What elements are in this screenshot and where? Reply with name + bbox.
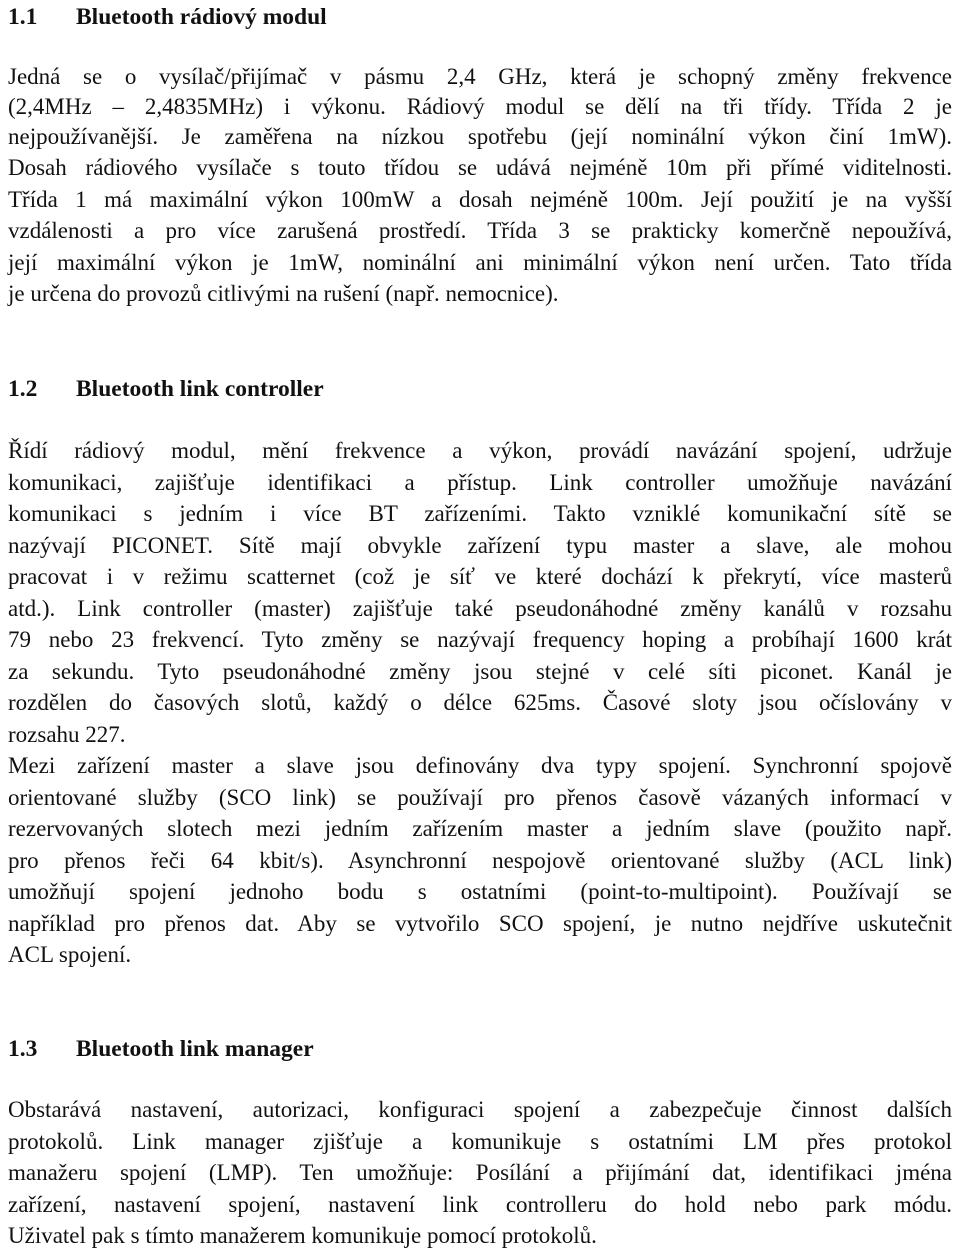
section-number: 1.1	[8, 4, 38, 30]
paragraph-line: rozsahu 227.	[8, 722, 126, 747]
paragraph-line: nejpoužívanější. Je zaměřena na nízkou spotřebu (její nominální výkon činí 1mW).	[8, 124, 952, 149]
paragraph-line: (2,4MHz – 2,4835MHz) i výkonu. Rádiový modul se dělí na tři třídy. Třída 2 je	[8, 94, 952, 119]
section-number: 1.2	[8, 376, 38, 402]
paragraph-line: orientované služby (SCO link) se používají pro přenos časově vázaných informací v	[8, 785, 952, 810]
paragraph-line: rezervovaných slotech mezi jedním zařízením master a jedním slave (použito např.	[8, 816, 952, 841]
paragraph-line: ACL spojení.	[8, 942, 132, 967]
section-number: 1.3	[8, 1036, 38, 1062]
paragraph-line: vzdálenosti a pro více zarušená prostředí. Třída 3 se prakticky komerčně nepoužívá,	[8, 218, 952, 243]
paragraph-line: Uživatel pak s tímto manažerem komunikuje pomocí protokolů.	[8, 1223, 597, 1248]
paragraph-line: Třída 1 má maximální výkon 100mW a dosah nejméně 100m. Její použití je na vyšší	[8, 187, 952, 212]
paragraph-line: Mezi zařízení master a slave jsou definovány dva typy spojení. Synchronní spojově	[8, 753, 952, 778]
paragraph-line: komunikaci, zajišťuje identifikaci a přístup. Link controller umožňuje navázání	[8, 470, 952, 495]
paragraph-line: Obstarává nastavení, autorizaci, konfiguraci spojení a zabezpečuje činnost dalších	[8, 1097, 952, 1122]
section-heading-1-2	[8, 374, 948, 404]
paragraph-line: Řídí rádiový modul, mění frekvence a výkon, provádí navázání spojení, udržuje	[8, 438, 952, 463]
paragraph-line: umožňují spojení jednoho bodu s ostatními (point-to-multipoint). Používají se	[8, 879, 952, 904]
paragraph-line: za sekundu. Tyto pseudonáhodné změny jsou stejné v celé síti piconet. Kanál je	[8, 659, 952, 684]
paragraph-line: její maximální výkon je 1mW, nominální ani minimální výkon není určen. Tato třída	[8, 250, 952, 275]
paragraph-line: manažeru spojení (LMP). Ten umožňuje: Posílání a přijímání dat, identifikaci jména	[8, 1160, 952, 1185]
paragraph-line: Jedná se o vysílač/přijímač v pásmu 2,4 GHz, která je schopný změny frekvence	[8, 64, 952, 89]
paragraph-line: například pro přenos dat. Aby se vytvořilo SCO spojení, je nutno nejdříve uskutečnit	[8, 911, 952, 936]
section-heading-1-3	[8, 1034, 948, 1064]
paragraph-line: je určena do provozů citlivými na rušení (např. nemocnice).	[8, 281, 559, 306]
section-title: Bluetooth rádiový modul	[76, 4, 327, 30]
paragraph-line: pro přenos řeči 64 kbit/s). Asynchronní nespojově orientované služby (ACL link)	[8, 848, 952, 873]
paragraph-line: 79 nebo 23 frekvencí. Tyto změny se nazývají frequency hoping a probíhají 1600 krát	[8, 627, 952, 652]
paragraph-line: protokolů. Link manager zjišťuje a komunikuje s ostatními LM přes protokol	[8, 1129, 952, 1154]
paragraph-line: Dosah rádiového vysílače s touto třídou se udává nejméně 10m při přímé viditelnosti.	[8, 155, 952, 180]
paragraph-line: komunikaci s jedním i více BT zařízeními. Takto vzniklé komunikační sítě se	[8, 501, 952, 526]
paragraph-line: zařízení, nastavení spojení, nastavení link controlleru do hold nebo park módu.	[8, 1192, 952, 1217]
section-title: Bluetooth link manager	[76, 1036, 314, 1062]
paragraph-line: pracovat i v režimu scatternet (což je síť ve které dochází k překrytí, více masterů	[8, 564, 952, 589]
section-title: Bluetooth link controller	[76, 376, 324, 402]
paragraph-line: nazývají PICONET. Sítě mají obvykle zařízení typu master a slave, ale mohou	[8, 533, 952, 558]
paragraph-line: atd.). Link controller (master) zajišťuje také pseudonáhodné změny kanálů v rozsahu	[8, 596, 952, 621]
paragraph-line: rozdělen do časových slotů, každý o délce 625ms. Časové sloty jsou očíslovány v	[8, 690, 952, 715]
section-heading-1-1	[8, 2, 948, 32]
